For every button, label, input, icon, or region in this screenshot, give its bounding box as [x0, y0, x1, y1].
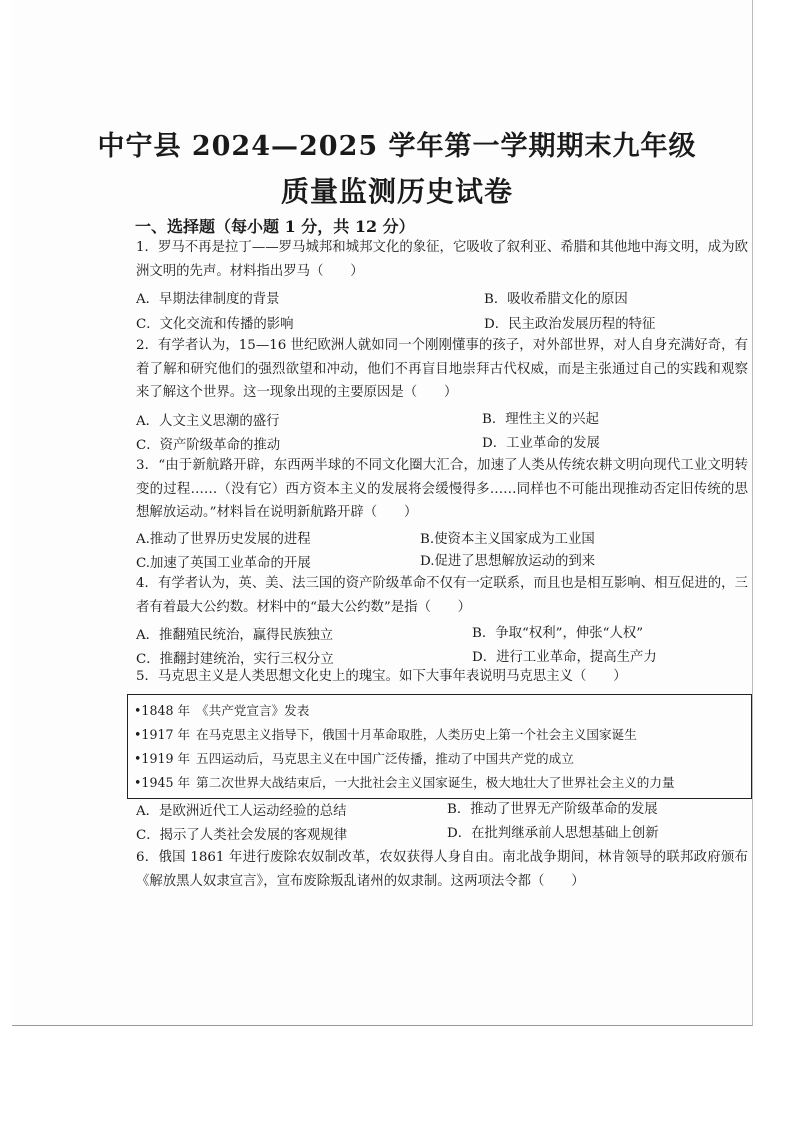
question-5-stem: 5．马克思主义是人类思想文化史上的瑰宝。如下大事年表说明马克思主义（ ） [136, 669, 627, 684]
section-heading: 一、选择题（每小题 1 分，共 12 分） [135, 217, 415, 236]
timeline-year: •1919 年 [134, 751, 191, 766]
question-4-option-c: C．推翻封建统治，实行三权分立 [136, 652, 334, 667]
question-1-option-d: D．民主政治发展历程的特征 [484, 317, 656, 332]
question-5-option-c: C．揭示了人类社会发展的客观规律 [136, 828, 348, 843]
question-4-option-a: A．推翻殖民统治，赢得民族独立 [136, 628, 334, 643]
question-2-option-c: C．资产阶级革命的推动 [136, 438, 281, 453]
timeline-entry [134, 723, 751, 747]
question-3-option-d: D.促进了思想解放运动的到来 [420, 554, 596, 569]
question-4-stem: 4．有学者认为，英、美、法三国的资产阶级革命不仅有一定联系，而且也是相互影响、相互促进的，三者有着最大公约数。材料中的“最大公约数”是指（ ） [136, 576, 748, 615]
question-4-option-d: D．进行工业革命，提高生产力 [472, 650, 657, 665]
exam-title-line1: 中宁县 2024—2025 学年第一学期期末九年级 [97, 131, 697, 162]
question-2-option-d: D．工业革命的发展 [482, 436, 600, 451]
question-2-stem: 2．有学者认为，15—16 世纪欧洲人就如同一个刚刚懂事的孩子，对外部世界，对人自身充满好奇，有着了解和研究他们的强烈欲望和冲动，他们不再盲目地崇拜古代权威，而是主张通过自己的实践和观察来了解这个世界。这一现象出现的主要原因是（ ） [136, 338, 748, 400]
timeline-text: 在马克思主义指导下，俄国十月革命取胜，人类历史上第一个社会主义国家诞生 [196, 727, 637, 742]
question-3-option-a: A.推动了世界历史发展的进程 [136, 532, 311, 547]
exam-title-line2: 质量监测历史试卷 [280, 175, 513, 208]
question-4-option-b: B．争取“权利”，伸张“人权” [472, 626, 644, 641]
timeline-year: •1917 年 [134, 727, 191, 742]
timeline-text: 第二次世界大战结束后，一大批社会主义国家诞生，极大地壮大了世界社会主义的力量 [196, 775, 675, 790]
timeline-year: •1848 年 [134, 703, 191, 718]
timeline-entry [134, 699, 751, 723]
question-3-option-c: C.加速了英国工业革命的开展 [136, 556, 311, 571]
question-1-option-b: B．吸收希腊文化的原因 [484, 292, 628, 307]
timeline-entry [134, 771, 751, 795]
events-timeline-box [127, 694, 752, 799]
question-2-option-b: B．理性主义的兴起 [482, 412, 599, 427]
question-6-stem: 6．俄国 1861 年进行废除农奴制改革，农奴获得人身自由。南北战争期间，林肯领导的联邦政府颁布《解放黑人奴隶宣言》，宣布废除叛乱诸州的奴隶制。这两项法令都（ ） [136, 850, 748, 889]
question-5-option-b: B．推动了世界无产阶级革命的发展 [447, 802, 658, 817]
question-1-option-c: C．文化交流和传播的影响 [136, 317, 294, 332]
timeline-year: •1945 年 [134, 775, 191, 790]
question-1-stem: 1．罗马不再是拉丁——罗马城邦和城邦文化的象征，它吸收了叙利亚、希腊和其他地中海文明，成为欧洲文明的先声。材料指出罗马（ ） [136, 240, 748, 279]
question-5-option-d: D．在批判继承前人思想基础上创新 [447, 826, 659, 841]
timeline-entry [134, 747, 751, 771]
question-3-stem: 3．“由于新航路开辟，东西两半球的不同文化圈大汇合，加速了人类从传统农耕文明向现代工业文明转变的过程……（没有它）西方资本主义的发展将会缓慢得多……同样也不可能出现推动否定旧传统的思想解放运动。”材料旨在说明新航路开辟（ ） [136, 458, 748, 520]
timeline-text: 《共产党宣言》发表 [196, 703, 310, 718]
question-3-option-b: B.使资本主义国家成为工业国 [420, 532, 595, 547]
question-2-option-a: A．人文主义思潮的盛行 [136, 414, 280, 429]
question-5-option-a: A．是欧洲近代工人运动经验的总结 [136, 804, 347, 819]
question-1-option-a: A．早期法律制度的背景 [136, 292, 280, 307]
timeline-text: 五四运动后，马克思主义在中国广泛传播，推动了中国共产党的成立 [196, 751, 574, 766]
